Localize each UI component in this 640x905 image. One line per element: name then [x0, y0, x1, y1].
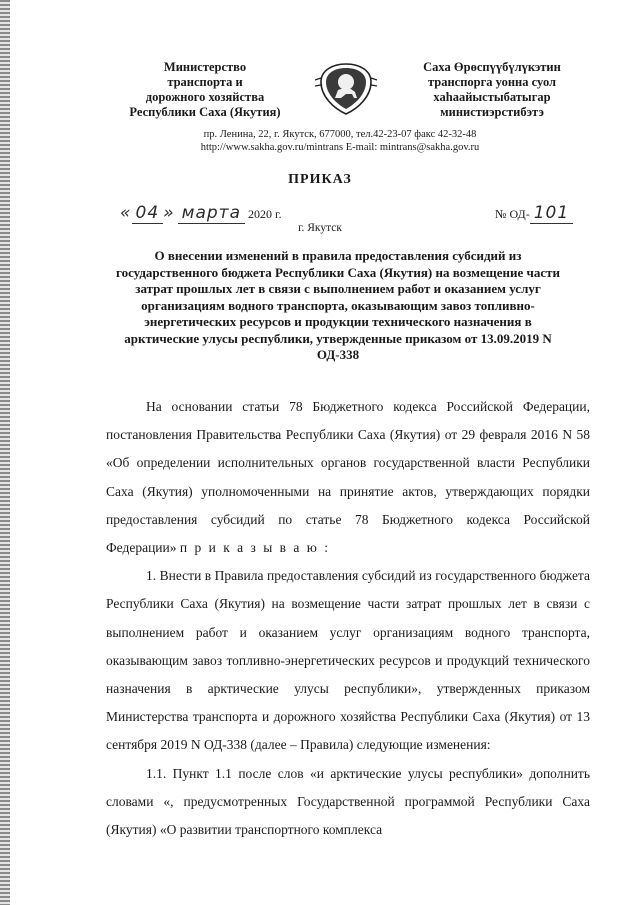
- body-paragraph: 1. Внести в Правила предоставления субсидий из государственного бюджета Республики Саха (Якутия) на возмещение части затрат прошлых лет в связи с выполнением работ и оказанием услуг организациям водного транспорта, оказывающим завоз топливно-энергетических ресурсов и продукций технического назначения в арктические улусы республики», утвержденных приказом Министерства транспорта и дорожного хозяйства Республики Саха (Якутия) от 13 сентября 2019 N ОД-338 (далее – Правила) следующие изменения:: [106, 568, 590, 753]
- coat-of-arms-emblem: [313, 60, 379, 118]
- date-day-handwritten: 04: [132, 203, 164, 224]
- body-paragraph: 1.1. Пункт 1.1 после слов «и арктические улусы республики» дополнить словами «, предусмотренных Государственной программой Республики Саха (Якутия) «О развитии транспортного комплекса: [106, 765, 590, 838]
- ministry-name-sakha-line: хаhаайыстыбатыгар: [433, 90, 551, 104]
- order-body: [106, 393, 590, 844]
- order-city: г. Якутск: [298, 222, 342, 234]
- ministry-name-ru-line: Республики Саха (Якутия): [129, 105, 281, 119]
- date-month-handwritten: марта: [178, 203, 245, 224]
- order-date: [120, 203, 282, 224]
- order-number-handwritten: 101: [530, 203, 573, 224]
- ministry-name-sakha: [392, 60, 592, 120]
- ministry-name-ru: [110, 60, 300, 120]
- ministry-web-email: http://www.sakha.gov.ru/mintrans E-mail: mintrans@sakha.gov.ru: [200, 142, 480, 153]
- order-number-label: № ОД-: [495, 207, 530, 221]
- date-quote-open: «: [120, 203, 132, 223]
- body-paragraph-text: На основании статьи 78 Бюджетного кодекса Российской Федерации, постановления Правительства Республики Саха (Якутия) от 29 февраля 2016 N 58 «Об определении исполнительных органов государственной власти Республики Саха (Якутия) уполномоченными на принятие актов, утверждающих порядки предоставления субсидий по статье 78 Бюджетного кодекса Российской Федерации»: [106, 399, 590, 556]
- date-quote-close: »: [163, 203, 175, 223]
- scan-edge: [0, 0, 10, 905]
- ministry-name-sakha-line: министиэрстибэтэ: [440, 105, 544, 119]
- ministry-name-sakha-line: транспорга уонна суол: [427, 75, 557, 89]
- order-subject: О внесении изменений в правила предоставления субсидий из государственного бюджета Республики Саха (Якутия) на возмещение части затрат прошлых лет в связи с выполнением работ и оказанием услуг организациям водного транспорта, оказывающим завоз топливно-энергетических ресурсов и продукции технического назначения в арктические улусы республики, утвержденные приказом от 13.09.2019 N ОД-338: [115, 248, 561, 362]
- ministry-name-ru-line: дорожного хозяйства: [145, 90, 265, 104]
- date-year: 2020 г.: [248, 207, 282, 221]
- ministry-name-sakha-line: Саха Өрөспүүбүлүкэтин: [423, 60, 561, 74]
- body-paragraph: [106, 393, 590, 562]
- order-directive: п р и к а з ы в а ю :: [179, 540, 330, 556]
- ministry-name-ru-line: транспорта и: [167, 75, 243, 89]
- order-number: [495, 203, 573, 224]
- ministry-address: пр. Ленина, 22, г. Якутск, 677000, тел.42-23-07 факс 42-32-48: [203, 129, 477, 140]
- ministry-name-ru-line: Министерство: [163, 60, 247, 74]
- ministry-contacts: [150, 128, 530, 154]
- document-title: ПРИКАЗ: [288, 172, 352, 187]
